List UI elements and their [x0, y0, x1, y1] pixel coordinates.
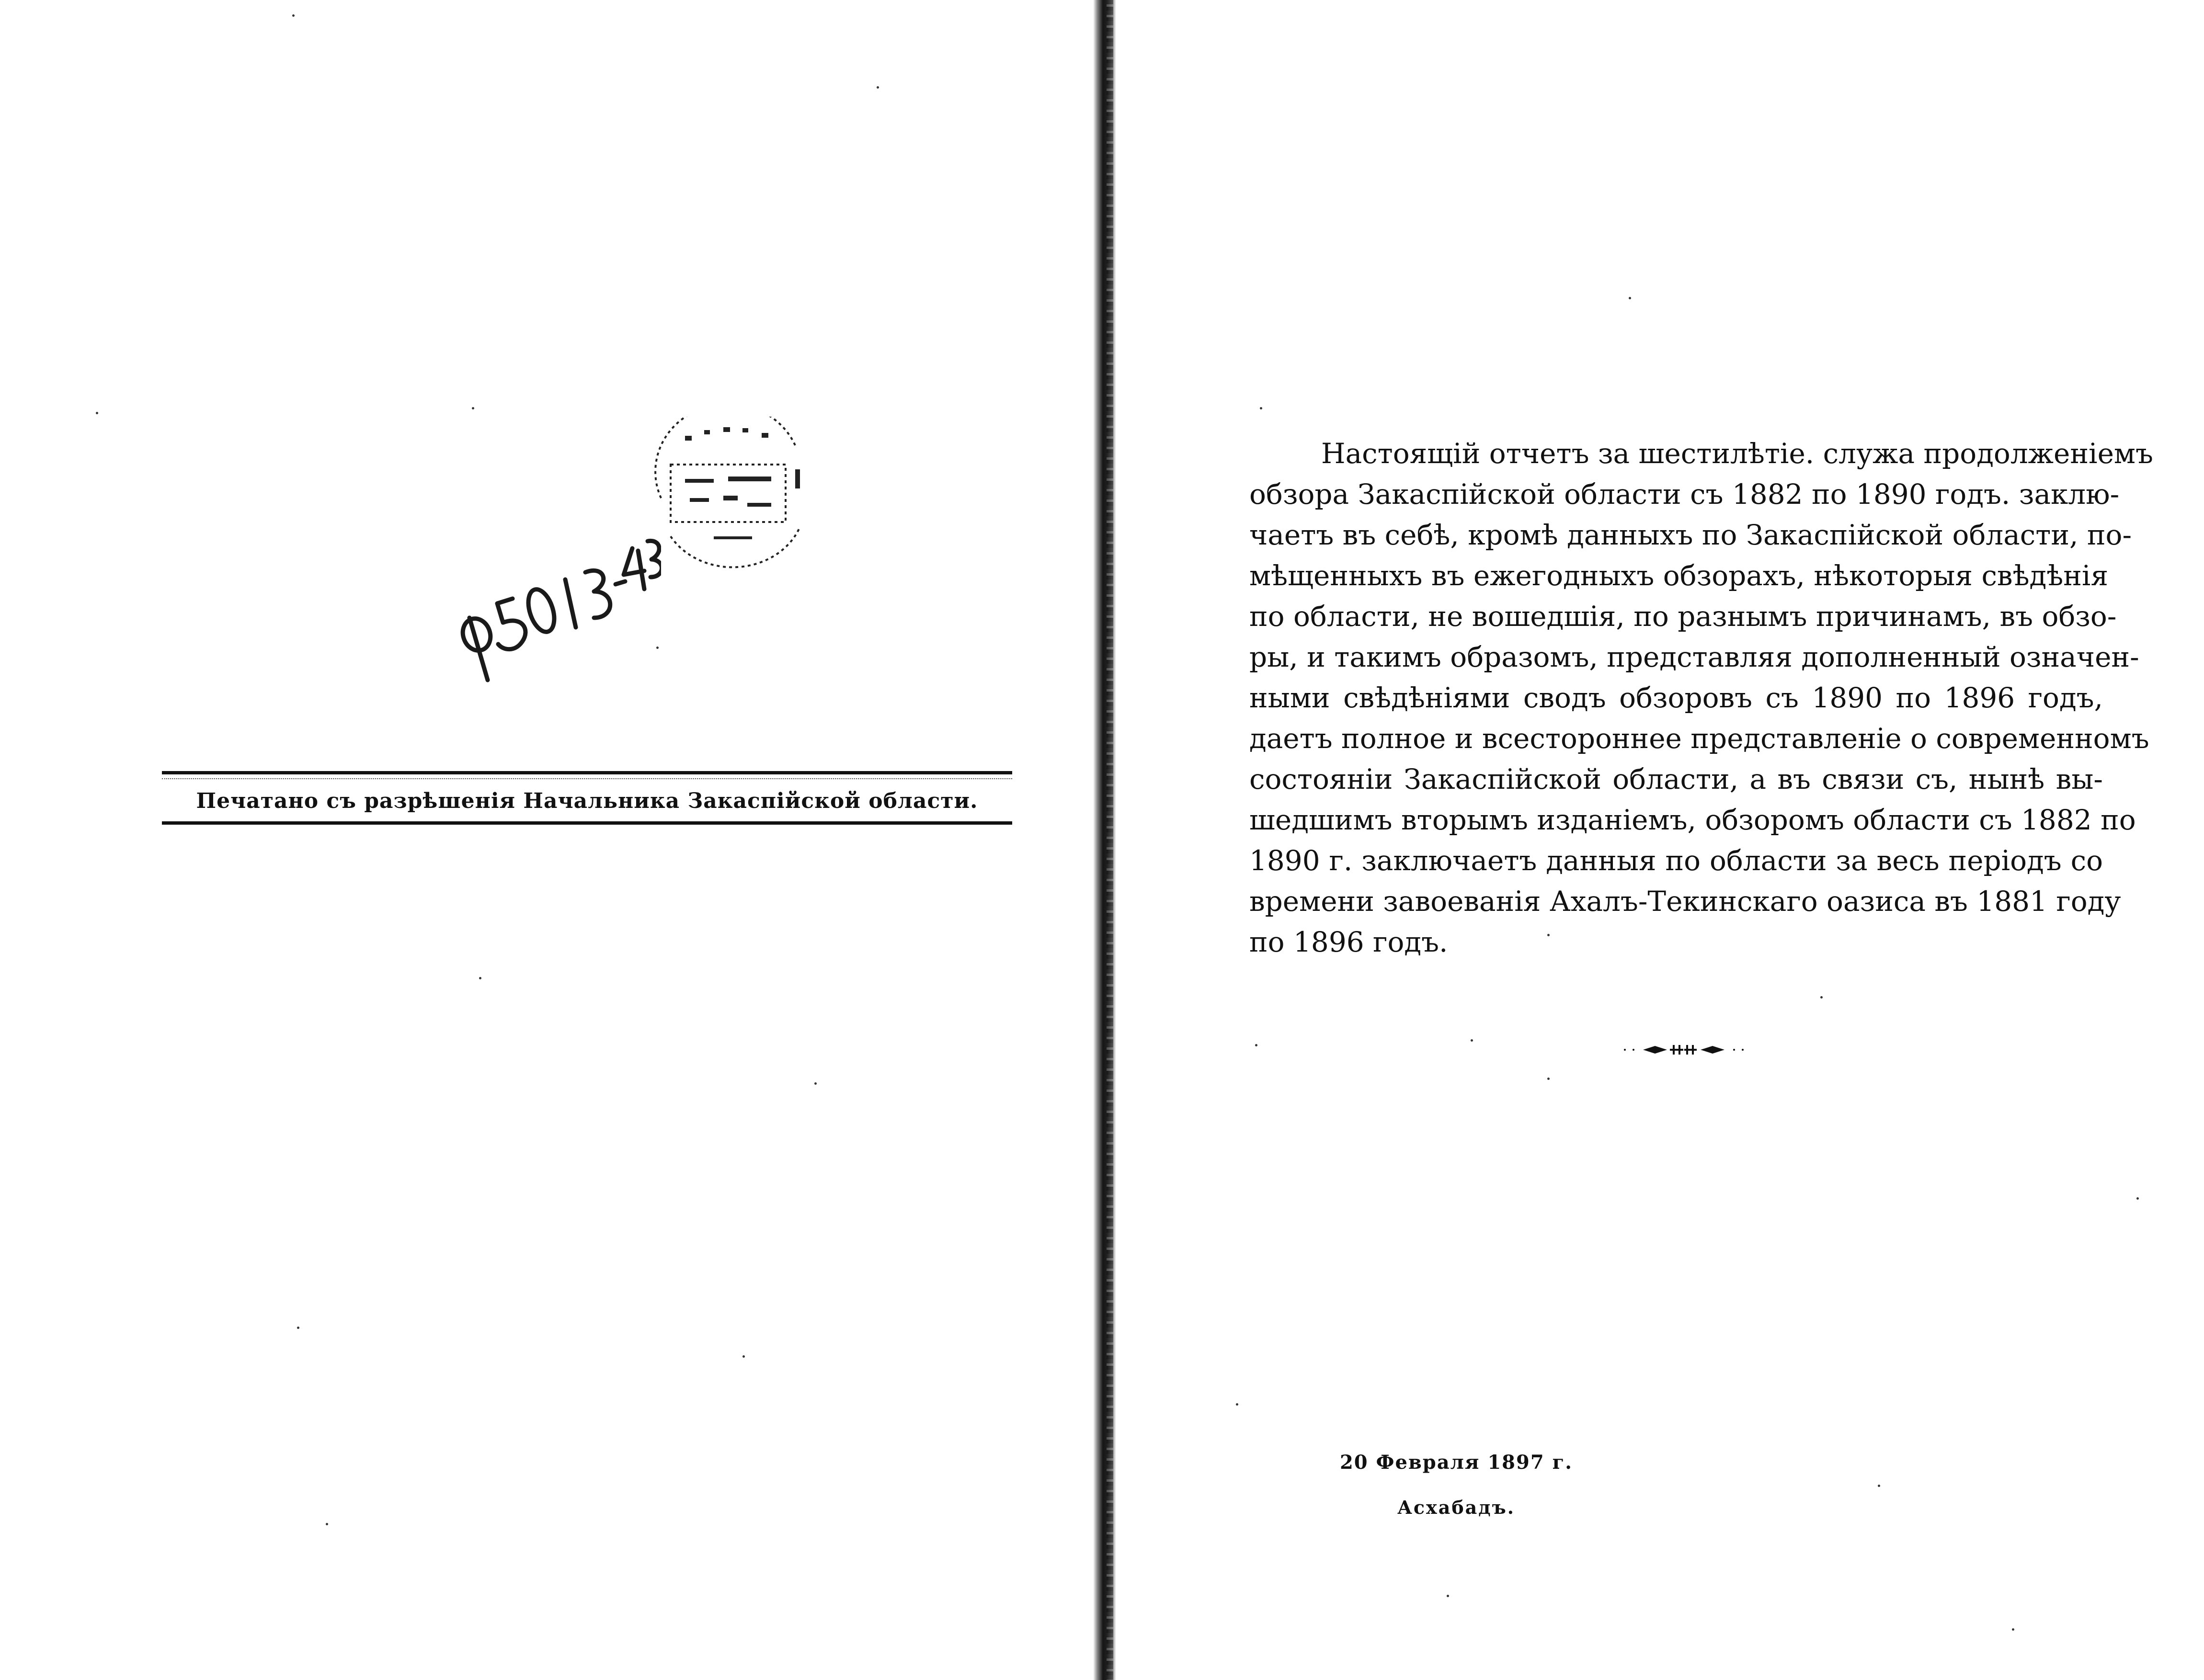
paper-speck: [1878, 1485, 1880, 1487]
ornament-divider-icon: [1619, 1040, 1763, 1059]
paper-speck: [2136, 1197, 2139, 1200]
paper-speck: [1547, 1078, 1550, 1080]
library-stamp: [642, 417, 824, 579]
preface-paragraph: [1249, 433, 2153, 963]
paper-speck: [1629, 297, 1631, 299]
preface-line: обзора Закаспійской области съ 1882 по 1890 годъ. заклю-: [1249, 478, 2120, 511]
handwritten-shelfmark: [450, 527, 661, 685]
paper-speck: [292, 14, 295, 17]
preface-place: Асхабадъ.: [1397, 1497, 1516, 1518]
paper-speck: [742, 1355, 745, 1358]
preface-line: мѣщенныхъ въ ежегодныхъ обзорахъ, нѣкоторыя свѣдѣнія: [1249, 559, 2109, 592]
paper-speck: [1447, 1595, 1449, 1597]
paper-speck: [297, 1327, 299, 1329]
paper-speck: [877, 86, 879, 89]
preface-line: даетъ полное и всестороннее представленіе о современномъ: [1249, 722, 2149, 755]
paper-speck: [1255, 1044, 1257, 1046]
preface-line: состояніи Закаспійской области, а въ связи съ, нынѣ вы-: [1249, 763, 2103, 795]
imprint-box: [162, 771, 1012, 825]
paper-speck: [96, 412, 98, 414]
preface-line: времени завоеванія Ахалъ-Текинскаго оазиса въ 1881 году: [1249, 885, 2121, 918]
preface-line: Настоящій отчетъ за шестилѣтіе. служа продолженіемъ: [1321, 437, 2153, 470]
preface-line: по 1896 годъ.: [1249, 926, 1448, 958]
preface-line: шедшимъ вторымъ изданіемъ, обзоромъ области съ 1882 по: [1249, 804, 2136, 836]
paper-speck: [1471, 1039, 1473, 1042]
paper-speck: [656, 647, 659, 649]
paper-speck: [472, 407, 474, 409]
imprint-text: Печатано съ разрѣшенія Начальника Закаспійской области.: [196, 789, 978, 813]
paper-speck: [1820, 996, 1823, 999]
gutter-speckle: [1107, 0, 1113, 1680]
paper-speck: [1547, 934, 1550, 936]
preface-line: ры, и такимъ образомъ, представляя дополненный означен-: [1249, 641, 2139, 673]
paper-speck: [2012, 1628, 2014, 1631]
paper-speck: [814, 1082, 817, 1085]
preface-line: 1890 г. заключаетъ данныя по области за весь періодъ со: [1249, 844, 2103, 877]
preface-line: по области, не вошедшія, по разнымъ причинамъ, въ обзо-: [1249, 600, 2117, 633]
preface-date: 20 Февраля 1897 г.: [1339, 1451, 1573, 1474]
paper-speck: [1260, 407, 1262, 409]
paper-speck: [1236, 1403, 1238, 1406]
preface-line: чаетъ въ себѣ, кромѣ данныхъ по Закаспійской области, по-: [1249, 519, 2132, 551]
preface-line: ными свѣдѣніями сводъ обзоровъ съ 1890 по 1896 годъ,: [1249, 681, 2103, 714]
paper-speck: [326, 1523, 328, 1525]
paper-speck: [479, 977, 481, 979]
